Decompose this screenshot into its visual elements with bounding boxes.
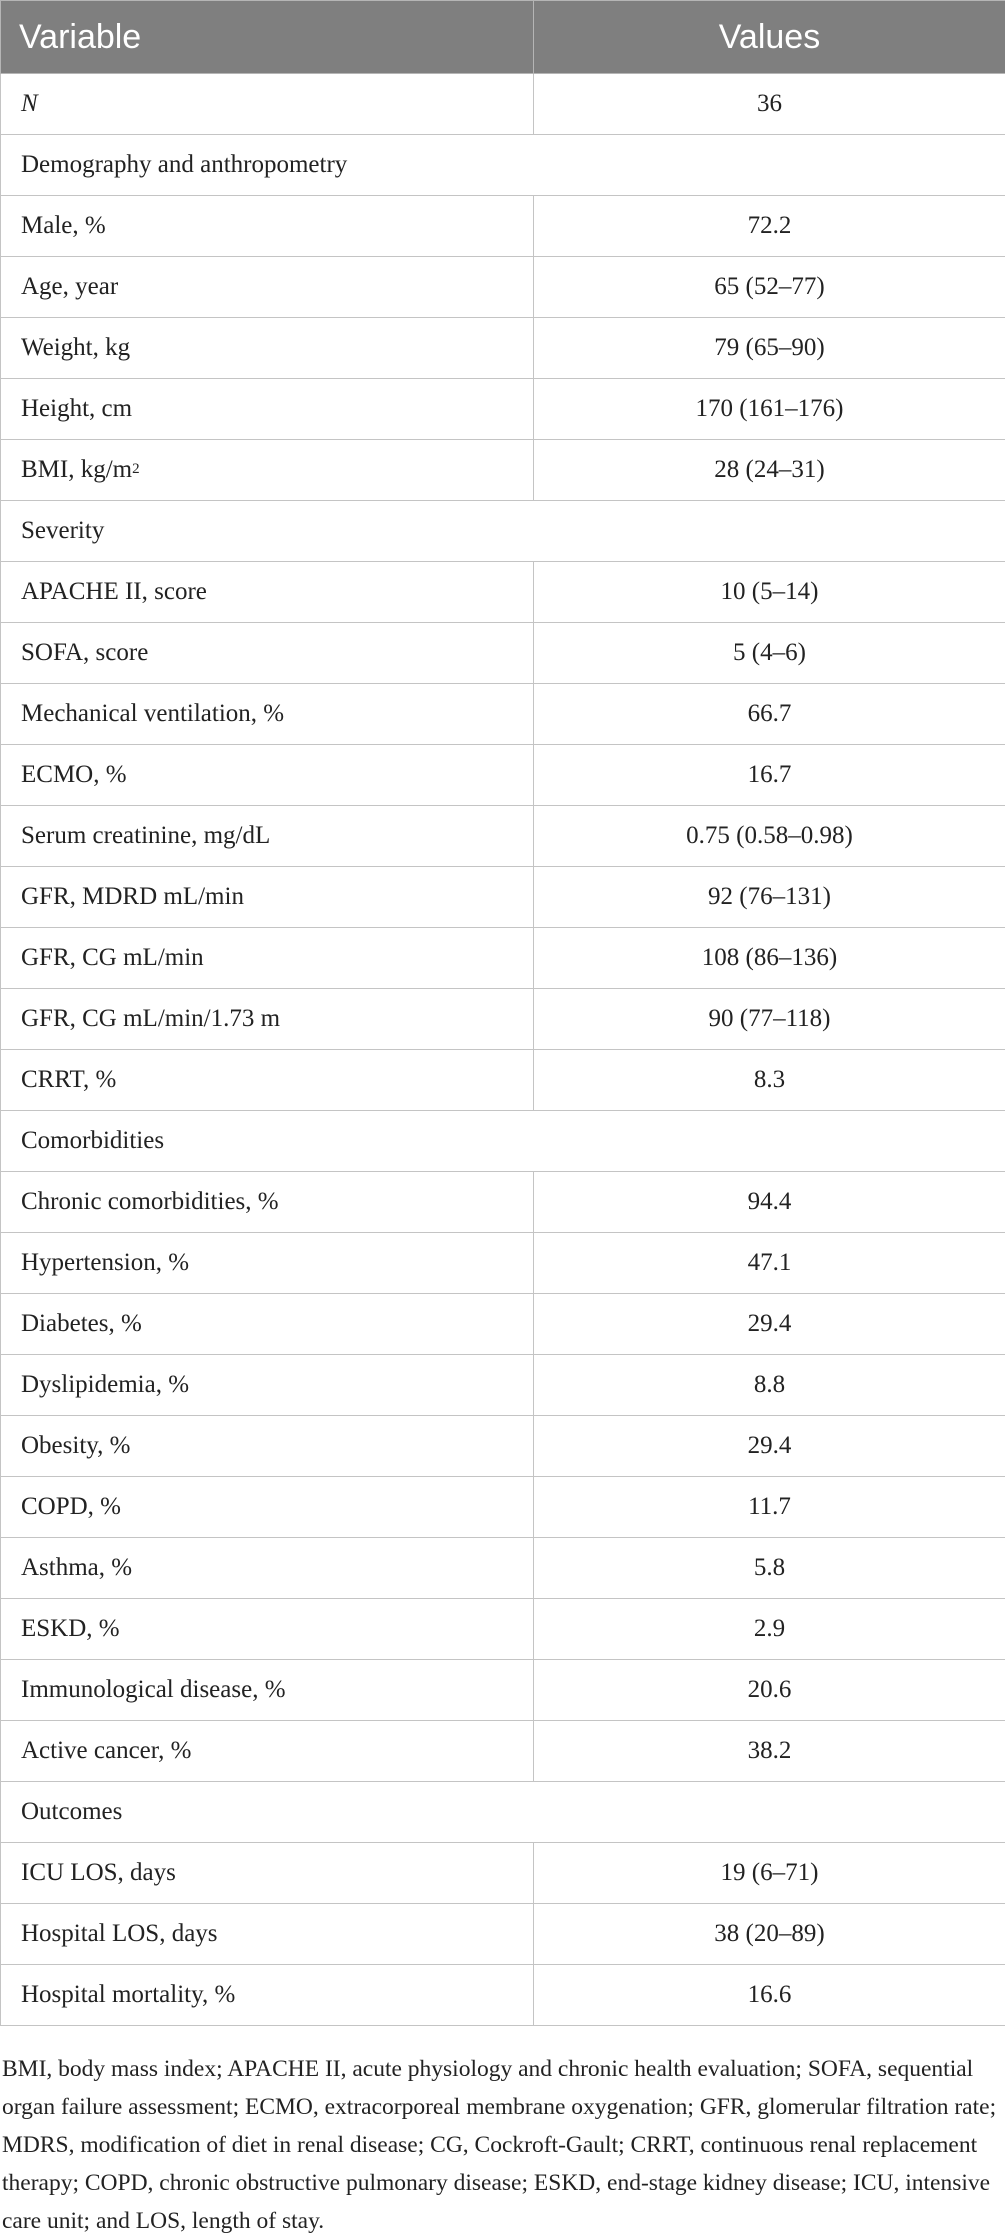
row-value: 38.2 — [534, 1721, 1005, 1782]
section-label: Demography and anthropometry — [1, 135, 1005, 196]
row-value: 94.4 — [534, 1172, 1005, 1233]
row-value: 170 (161–176) — [534, 379, 1005, 440]
section-label: Comorbidities — [1, 1111, 1005, 1172]
row-value: 16.6 — [534, 1965, 1005, 2026]
table-row — [1, 379, 1005, 440]
row-value: 66.7 — [534, 684, 1005, 745]
row-label: ESKD, % — [1, 1599, 534, 1660]
row-label: Hypertension, % — [1, 1233, 534, 1294]
row-label-cell — [1, 440, 534, 501]
table-row — [1, 196, 1005, 257]
row-value: 28 (24–31) — [534, 440, 1005, 501]
table-row — [1, 257, 1005, 318]
row-value: 10 (5–14) — [534, 562, 1005, 623]
row-label: Male, % — [1, 196, 534, 257]
row-label: ICU LOS, days — [1, 1843, 534, 1904]
section-label: Outcomes — [1, 1782, 1005, 1843]
row-value: 8.3 — [534, 1050, 1005, 1111]
table-row — [1, 1172, 1005, 1233]
table-row — [1, 684, 1005, 745]
row-value: 90 (77–118) — [534, 989, 1005, 1050]
table-row — [1, 867, 1005, 928]
row-value: 19 (6–71) — [534, 1843, 1005, 1904]
table-row — [1, 1965, 1005, 2026]
row-label: Weight, kg — [1, 318, 534, 379]
table-footnote: BMI, body mass index; APACHE II, acute physiology and chronic health evaluation; SOFA, sequential organ failure assessment; ECMO, extracorporeal membrane oxygenation; GFR, glomerular filtration rate; MDRS, modification of diet in renal disease; CG, Cockroft-Gault; CRRT, continuous renal replacement therapy; COPD, chronic obstructive pulmonary disease; ESKD, end-stage kidney disease; ICU, intensive care unit; and LOS, length of stay. — [2, 2050, 1002, 2240]
table-row — [1, 1843, 1005, 1904]
row-label: Immunological disease, % — [1, 1660, 534, 1721]
row-label: Hospital mortality, % — [1, 1965, 534, 2026]
row-value: 92 (76–131) — [534, 867, 1005, 928]
table-row — [1, 1233, 1005, 1294]
table-row — [1, 1599, 1005, 1660]
row-label: N — [1, 74, 534, 135]
superscript: 2 — [132, 461, 140, 477]
row-value: 72.2 — [534, 196, 1005, 257]
table-row — [1, 806, 1005, 867]
row-value: 29.4 — [534, 1294, 1005, 1355]
row-value: 11.7 — [534, 1477, 1005, 1538]
row-label: SOFA, score — [1, 623, 534, 684]
row-label: Asthma, % — [1, 1538, 534, 1599]
row-value: 16.7 — [534, 745, 1005, 806]
row-value: 8.8 — [534, 1355, 1005, 1416]
row-label: Diabetes, % — [1, 1294, 534, 1355]
row-label: GFR, CG mL/min — [1, 928, 534, 989]
table-row — [1, 318, 1005, 379]
row-value: 65 (52–77) — [534, 257, 1005, 318]
row-value: 47.1 — [534, 1233, 1005, 1294]
row-label: Mechanical ventilation, % — [1, 684, 534, 745]
section-label: Severity — [1, 501, 1005, 562]
row-label: APACHE II, score — [1, 562, 534, 623]
section-row-comorbidities — [1, 1111, 1005, 1172]
section-row-outcomes — [1, 1782, 1005, 1843]
variable-column-header: Variable — [1, 1, 534, 74]
row-label: CRRT, % — [1, 1050, 534, 1111]
table-row — [1, 1721, 1005, 1782]
row-value: 108 (86–136) — [534, 928, 1005, 989]
table-row — [1, 928, 1005, 989]
section-row-demography — [1, 135, 1005, 196]
row-value: 5 (4–6) — [534, 623, 1005, 684]
row-value: 20.6 — [534, 1660, 1005, 1721]
section-row-severity — [1, 501, 1005, 562]
row-value: 2.9 — [534, 1599, 1005, 1660]
table-row — [1, 440, 1005, 501]
row-value: 5.8 — [534, 1538, 1005, 1599]
row-label: Dyslipidemia, % — [1, 1355, 534, 1416]
row-value: 0.75 (0.58–0.98) — [534, 806, 1005, 867]
row-label: Hospital LOS, days — [1, 1904, 534, 1965]
table-row — [1, 74, 1005, 135]
row-label: GFR, CG mL/min/1.73 m — [1, 989, 534, 1050]
table-row — [1, 1294, 1005, 1355]
table-row — [1, 1904, 1005, 1965]
table-row — [1, 1538, 1005, 1599]
table-row — [1, 562, 1005, 623]
row-value: 38 (20–89) — [534, 1904, 1005, 1965]
row-label: BMI, kg/m — [21, 456, 132, 483]
table-header-row — [1, 1, 1005, 74]
row-value: 36 — [534, 74, 1005, 135]
table-row — [1, 745, 1005, 806]
table-row — [1, 1050, 1005, 1111]
table-row — [1, 623, 1005, 684]
row-label: Obesity, % — [1, 1416, 534, 1477]
table-row — [1, 1355, 1005, 1416]
table-row — [1, 1660, 1005, 1721]
table-row — [1, 1477, 1005, 1538]
row-label: Age, year — [1, 257, 534, 318]
row-label: Height, cm — [1, 379, 534, 440]
row-value: 29.4 — [534, 1416, 1005, 1477]
row-value: 79 (65–90) — [534, 318, 1005, 379]
row-label: ECMO, % — [1, 745, 534, 806]
values-column-header: Values — [534, 1, 1005, 74]
row-label: Serum creatinine, mg/dL — [1, 806, 534, 867]
table-row — [1, 1416, 1005, 1477]
table-row — [1, 989, 1005, 1050]
row-label: Active cancer, % — [1, 1721, 534, 1782]
row-label: Chronic comorbidities, % — [1, 1172, 534, 1233]
row-label: COPD, % — [1, 1477, 534, 1538]
row-label: GFR, MDRD mL/min — [1, 867, 534, 928]
